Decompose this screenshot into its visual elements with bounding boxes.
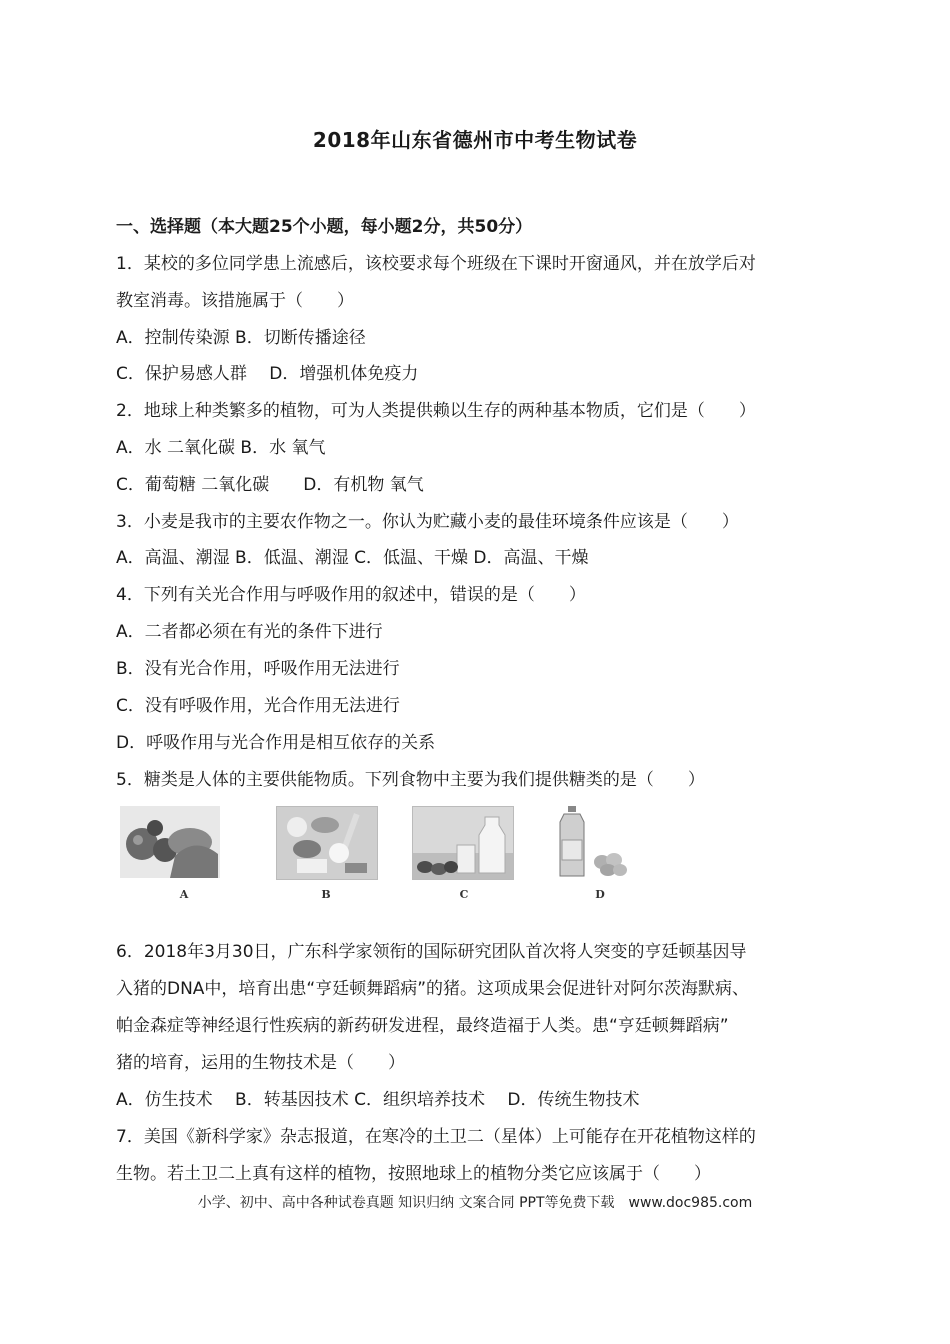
oil-nuts-image — [548, 806, 648, 878]
section-heading: 一、选择题（本大题25个小题，每小题2分，共50分） — [116, 217, 533, 237]
staple-foods-image — [276, 806, 378, 880]
question-line: 2．地球上种类繁多的植物，可为人类提供赖以生存的两种基本物质，它们是（ ） — [116, 401, 756, 421]
question-line: 生物。若土卫二上真有这样的植物，按照地球上的植物分类它应该属于（ ） — [116, 1164, 711, 1184]
exam-title: 2018年山东省德州市中考生物试卷 — [312, 128, 638, 152]
milk-eggs-image — [412, 806, 514, 880]
option-line: A．控制传染源 B．切断传播途径 — [116, 328, 366, 348]
question-line: 4．下列有关光合作用与呼吸作用的叙述中，错误的是（ ） — [116, 585, 586, 605]
option-line: C．没有呼吸作用，光合作用无法进行 — [116, 696, 400, 716]
question-line: 教室消毒。该措施属于（ ） — [116, 291, 354, 311]
image-label: A — [179, 888, 189, 901]
option-line: B．没有光合作用，呼吸作用无法进行 — [116, 659, 400, 679]
question-line: 入猪的DNA中，培育出患“亨廷顿舞蹈病”的猪。这项成果会促进针对阿尔茨海默病、 — [116, 979, 750, 999]
image-label: C — [459, 888, 469, 901]
option-line: C．葡萄糖 二氧化碳 D．有机物 氧气 — [116, 475, 424, 495]
question-line: 1．某校的多位同学患上流感后，该校要求每个班级在下课时开窗通风，并在放学后对 — [116, 254, 756, 274]
option-line: A．高温、潮湿 B．低温、潮湿 C．低温、干燥 D．高温、干燥 — [116, 548, 589, 568]
vegetables-image — [120, 806, 220, 878]
option-line: A．水 二氧化碳 B．水 氧气 — [116, 438, 326, 458]
image-label: D — [595, 888, 605, 901]
image-label: B — [321, 888, 331, 901]
food-images — [116, 800, 646, 910]
option-line: A．仿生技术 B．转基因技术 C．组织培养技术 D．传统生物技术 — [116, 1090, 640, 1110]
question-line: 6．2018年3月30日，广东科学家领衔的国际研究团队首次将人突变的亨廷顿基因导 — [116, 942, 747, 962]
question-line: 猪的培育，运用的生物技术是（ ） — [116, 1053, 405, 1073]
question-line: 7．美国《新科学家》杂志报道，在寒冷的土卫二（星体）上可能存在开花植物这样的 — [116, 1127, 756, 1147]
question-line: 帕金森症等神经退行性疾病的新药研发进程，最终造福于人类。患“亨廷顿舞蹈病” — [116, 1016, 729, 1036]
page-footer: 小学、初中、高中各种试卷真题 知识归纳 文案合同 PPT等免费下载 www.doc985.com — [197, 1195, 753, 1211]
option-line: A．二者都必须在有光的条件下进行 — [116, 622, 383, 642]
question-line: 5．糖类是人体的主要供能物质。下列食物中主要为我们提供糖类的是（ ） — [116, 770, 705, 790]
question-line: 3．小麦是我市的主要农作物之一。你认为贮藏小麦的最佳环境条件应该是（ ） — [116, 512, 739, 532]
option-line: D．呼吸作用与光合作用是相互依存的关系 — [116, 733, 436, 753]
option-line: C．保护易感人群 D．增强机体免疫力 — [116, 364, 419, 384]
